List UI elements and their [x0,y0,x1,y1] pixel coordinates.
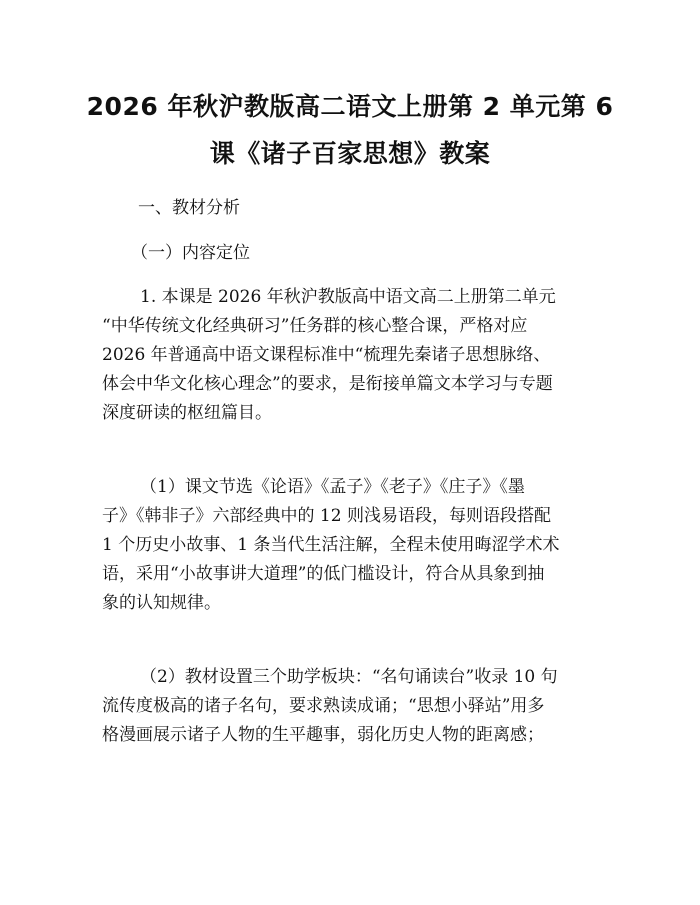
paragraph-line: 1. 本课是 2026 年秋沪教版高中语文高二上册第二单元 [140,287,556,307]
paragraph-line: 1 个历史小故事、1 条当代生活注解，全程未使用晦涩学术术 [102,535,560,555]
paragraph-line: 深度研读的枢纽篇目。 [102,403,272,423]
paragraph-line: 体会中华文化核心理念”的要求，是衔接单篇文本学习与专题 [102,374,553,394]
paragraph-1 [102,283,602,428]
subsection-heading-content-positioning: （一）内容定位 [131,243,250,263]
paragraph-2 [102,473,602,618]
paragraph-line: （2）教材设置三个助学板块：“名句诵读台”收录 10 句 [140,667,558,687]
paragraph-line: 格漫画展示诸子人物的生平趣事，弱化历史人物的距离感； [102,725,544,745]
paragraph-line: （1）课文节选《论语》《孟子》《老子》《庄子》《墨 [140,477,525,497]
paragraph-line: 流传度极高的诸子名句，要求熟读成诵；“思想小驿站”用多 [102,696,545,716]
paragraph-3 [102,663,602,750]
paragraph-line: 子》《韩非子》六部经典中的 12 则浅易语段，每则语段搭配 [102,506,551,526]
paragraph-line: “中华传统文化经典研习”任务群的核心整合课，严格对应 [102,316,528,336]
paragraph-line: 2026 年普通高中语文课程标准中“梳理先秦诸子思想脉络、 [102,345,551,365]
document-title-line-1: 2026 年秋沪教版高二语文上册第 2 单元第 6 [86,92,614,121]
paragraph-line: 象的认知规律。 [102,593,221,613]
document-title-line-2: 课《诸子百家思想》教案 [209,139,491,168]
paragraph-line: 语，采用“小故事讲大道理”的低门槛设计，符合从具象到抽 [102,564,545,584]
section-heading-textbook-analysis: 一、教材分析 [138,198,240,218]
